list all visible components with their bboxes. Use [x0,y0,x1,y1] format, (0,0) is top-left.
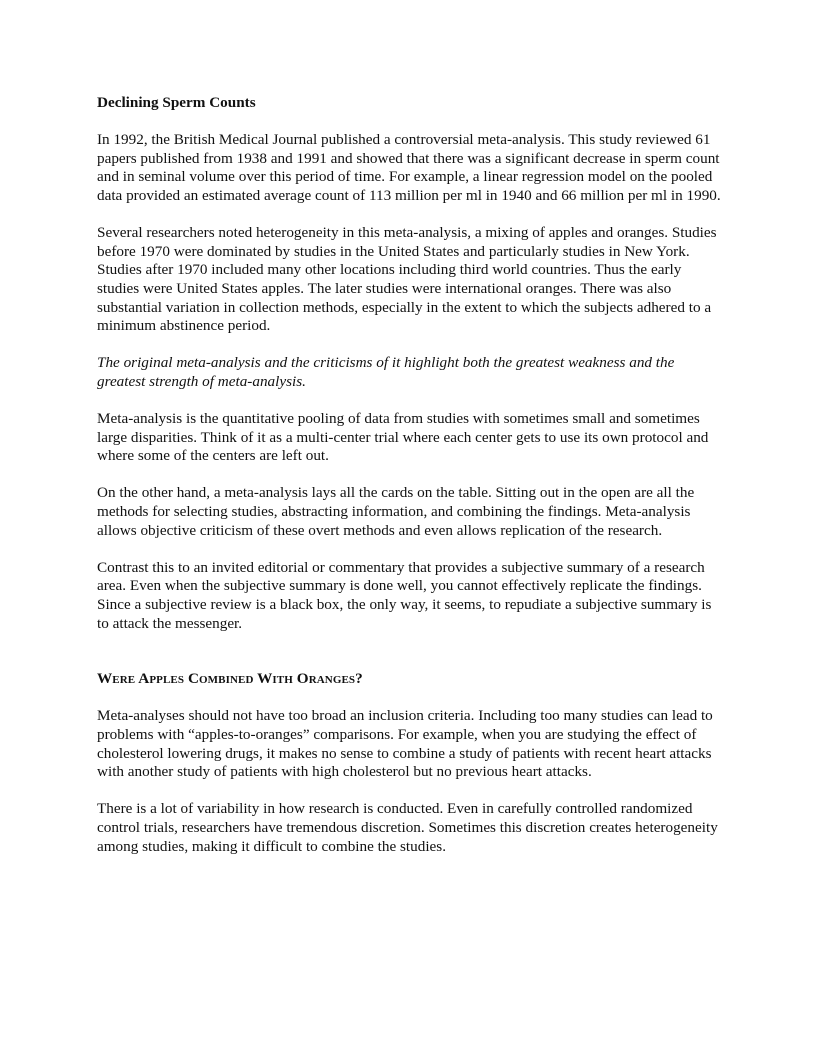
paragraph-bmj-study: In 1992, the British Medical Journal published a controversial meta-analysis. This study reviewed 61 papers published from 1938 and 1991 and showed that there was a significant decrease in sperm count and in seminal volume over this period of time. For example, a linear regression model on the pooled data provided an estimated average count of 113 million per ml in 1940 and 66 million per ml in 1990. [97,131,721,204]
document-title: Declining Sperm Counts [97,94,256,111]
paragraph-quantitative-pooling: Meta-analysis is the quantitative pooling of data from studies with sometimes small and sometimes large disparities. Think of it as a multi-center trial where each center gets to use its own protocol and where some of the centers are left out. [97,410,709,465]
paragraph-subjective-summary: Contrast this to an invited editorial or commentary that provides a subjective summary of a research area. Even when the subjective summary is done well, you cannot effectively replicate the findings. Since a subjective review is a black box, the only way, it seems, to repudiate a subjective summary is to attack the messenger. [97,558,712,632]
section-heading: Were Apples Combined With Oranges? [97,670,363,688]
paragraph-variability: There is a lot of variability in how research is conducted. Even in carefully controlled randomized control trials, researchers have tremendous discretion. Sometimes this discretion creates heterogeneity among studies, making it difficult to combine the studies. [97,800,718,855]
paragraph-heterogeneity: Several researchers noted heterogeneity in this meta-analysis, a mixing of apples and oranges. Studies before 1970 were dominated by studies in the United States and particularly studies in New York. Studies after 1970 included many other locations including third world countries. Thus the early studies were United States apples. The later studies were international oranges. There was also substantial variation in collection methods, especially in the extent to which the subjects adhered to a minimum abstinence period. [97,224,717,335]
paragraph-cards-on-table: On the other hand, a meta-analysis lays all the cards on the table. Sitting out in the open are all the methods for selecting studies, abstracting information, and combining the findings. Meta-analysis allows objective criticism of these overt methods and even allows replication of the research. [97,484,695,539]
paragraph-italic-highlight: The original meta-analysis and the criticisms of it highlight both the greatest weakness and the greatest strength of meta-analysis. [97,354,675,390]
paragraph-inclusion-criteria: Meta-analyses should not have too broad an inclusion criteria. Including too many studies can lead to problems with “apples-to-oranges” comparisons. For example, when you are studying the effect of cholesterol lowering drugs, it makes no sense to combine a study of patients with recent heart attacks with another study of patients with high cholesterol but no previous heart attacks. [97,707,713,781]
document-page [97,94,725,875]
